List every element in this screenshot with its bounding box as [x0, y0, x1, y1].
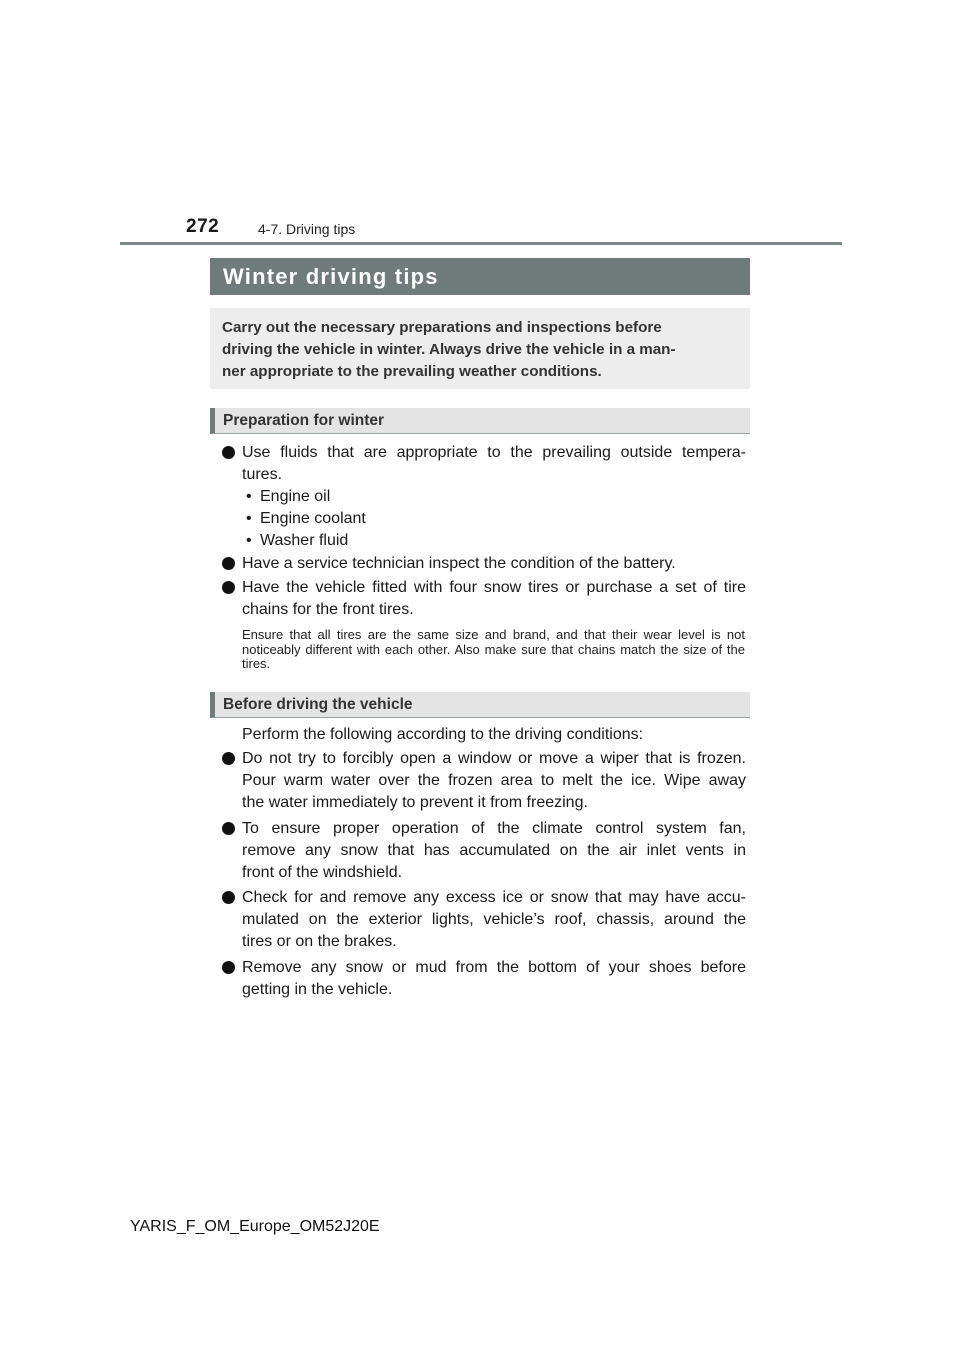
- sub-list-item-text: Engine oil: [260, 488, 331, 505]
- list-item-text: front of the windshield.: [242, 864, 403, 881]
- bullet-icon: [222, 752, 235, 765]
- list-item-text: Remove any snow or mud from the bottom of your shoes before: [242, 959, 746, 976]
- bullet-icon: [222, 446, 235, 459]
- subhead-before-driving: Before driving the vehicle: [210, 692, 750, 718]
- bullet-icon: [222, 961, 235, 974]
- list-item: [222, 748, 746, 814]
- list-item-text: tires or on the brakes.: [242, 933, 397, 950]
- list-item-text: mulated on the exterior lights, vehicle’s roof, chassis, around the: [242, 911, 746, 928]
- list-item-text: Use fluids that are appropriate to the prevailing outside tempera-: [242, 444, 746, 461]
- footer-document-id: YARIS_F_OM_Europe_OM52J20E: [130, 1218, 380, 1235]
- bullet-icon: [222, 822, 235, 835]
- note-text: Ensure that all tires are the same size and brand, and that their wear level is not noticeably different with each other. Also make sure that chains match the size of the tires.: [242, 627, 745, 671]
- list-item: [222, 818, 746, 884]
- list-item-text: getting in the vehicle.: [242, 981, 393, 998]
- bullet-icon: [222, 891, 235, 904]
- list-item: [222, 553, 746, 575]
- list-item-text: Pour warm water over the frozen area to melt the ice. Wipe away: [242, 772, 746, 789]
- before-driving-intro: Perform the following according to the driving conditions:: [242, 726, 644, 743]
- list-item: [222, 577, 746, 621]
- list-item-text: Have the vehicle fitted with four snow tires or purchase a set of tire: [242, 579, 746, 596]
- sub-list-item: [246, 530, 348, 552]
- list-item: [222, 887, 746, 953]
- bullet-icon: [222, 581, 235, 594]
- page-title: Winter driving tips: [223, 263, 439, 289]
- list-item-text: Check for and remove any excess ice or snow that may have accu-: [242, 889, 746, 906]
- list-item-text: chains for the front tires.: [242, 601, 414, 618]
- sub-bullet-icon: •: [246, 488, 252, 505]
- list-item-text: the water immediately to prevent it from freezing.: [242, 794, 588, 811]
- header-rule: [120, 242, 842, 245]
- sub-list-item-text: Engine coolant: [260, 510, 366, 527]
- subhead-preparation: Preparation for winter: [210, 408, 750, 434]
- intro-box: [210, 308, 750, 389]
- list-item-text: Do not try to forcibly open a window or move a wiper that is frozen.: [242, 750, 746, 767]
- intro-line: driving the vehicle in winter. Always drive the vehicle in a man-: [222, 341, 676, 358]
- bullet-icon: [222, 557, 235, 570]
- list-item: [222, 442, 746, 486]
- sub-list-item: [246, 486, 330, 508]
- sub-list-item: [246, 508, 366, 530]
- sub-bullet-icon: •: [246, 532, 252, 549]
- intro-line: Carry out the necessary preparations and inspections before: [222, 319, 662, 336]
- sub-bullet-icon: •: [246, 510, 252, 527]
- page-number: 272: [186, 216, 220, 237]
- sub-list-item-text: Washer fluid: [260, 532, 349, 549]
- section-label: 4-7. Driving tips: [258, 221, 356, 237]
- list-item: [222, 957, 746, 1001]
- list-item-text: remove any snow that has accumulated on the air inlet vents in: [242, 842, 746, 859]
- intro-line: ner appropriate to the prevailing weather conditions.: [222, 363, 602, 380]
- list-item-text: tures.: [242, 466, 283, 483]
- list-item-text: To ensure proper operation of the climate control system fan,: [242, 820, 746, 837]
- list-item-text: Have a service technician inspect the condition of the battery.: [242, 555, 676, 572]
- title-bar: [210, 258, 750, 295]
